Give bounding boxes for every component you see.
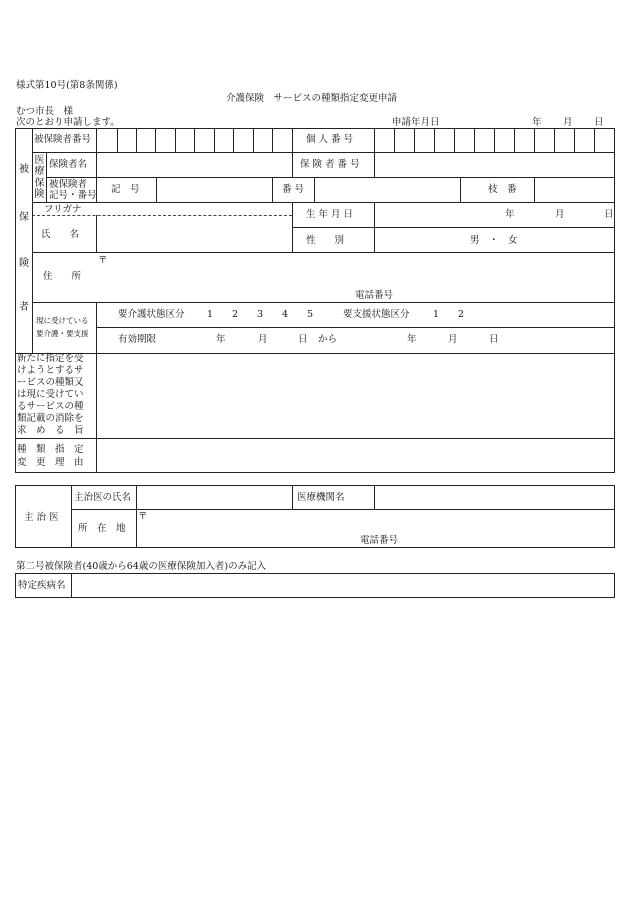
valid-from-day: 日 (298, 334, 308, 345)
doctor-name-label: 主治医の氏名 (74, 492, 132, 503)
request-line-6: 類記載の消除を (17, 413, 84, 424)
valid-to-month: 月 (448, 334, 458, 345)
insured-side-char-2: 保 (19, 212, 29, 223)
request-line-4: は現に受けてい (17, 389, 84, 400)
birth-date-label: 生 年 月 日 (306, 209, 354, 220)
edaban-label: 枝 番 (488, 184, 517, 195)
name-label: 氏 名 (41, 229, 80, 240)
insured-side-char-3: 険 (19, 258, 29, 269)
doctor-phone-label: 電話番号 (360, 535, 399, 546)
valid-from-month: 月 (258, 334, 268, 345)
medical-side-char-2: 療 (34, 166, 45, 177)
addressee: むつ市長 様 (16, 106, 74, 117)
care-label-1: 現に受けている (36, 316, 89, 325)
insured-side-char-4: 者 (19, 302, 29, 313)
location-label: 所 在 地 (78, 523, 126, 534)
reason-line-1: 種 類 指 定 (17, 444, 84, 455)
apply-year-label: 年 (532, 117, 542, 128)
care-level-5[interactable]: 5 (307, 309, 314, 320)
request-line-3: ービスの種類又 (17, 377, 84, 388)
medical-side-char-4: 険 (34, 189, 45, 200)
reason-line-2: 変 更 理 由 (17, 457, 84, 468)
birth-year-label: 年 (505, 209, 515, 220)
medical-side-char-3: 保 (34, 178, 45, 189)
disease-table (15, 573, 615, 598)
main-table (15, 128, 615, 473)
request-line-7: 求 め る 旨 (17, 425, 84, 436)
secondary-note: 第二号被保険者(40歳から64歳の医療保険加入者)のみ記入 (16, 561, 267, 572)
support-level-2[interactable]: 2 (458, 309, 465, 320)
disease-label: 特定疾病名 (18, 580, 66, 591)
request-line-2: けようとするサ (17, 365, 84, 376)
sex-options[interactable]: 男 ・ 女 (470, 235, 518, 246)
personal-number-label: 個 人 番 号 (306, 134, 354, 145)
kigou-label: 記 号 (111, 184, 140, 195)
insurer-name-label: 保険者名 (49, 159, 88, 170)
page-title: 介護保険 サービスの種類指定変更申請 (226, 93, 398, 104)
apply-day-label: 日 (594, 117, 604, 128)
care-label-2: 要介護・要支援 (36, 329, 89, 338)
request-line-5: るサービスの種 (17, 401, 84, 412)
intro-text: 次のとおり申請します。 (16, 117, 120, 128)
valid-to-year: 年 (407, 334, 417, 345)
insured-number-label: 被保険者番号 (34, 134, 92, 145)
medical-side-char-1: 医 (34, 155, 45, 166)
valid-kara: から (318, 334, 338, 345)
apply-month-label: 月 (563, 117, 573, 128)
insured-phone-label: 電話番号 (355, 290, 394, 301)
valid-to-day: 日 (489, 334, 499, 345)
care-level-2[interactable]: 2 (232, 309, 239, 320)
symbol-number-label-2: 記号・番号 (49, 190, 97, 201)
care-level-3[interactable]: 3 (257, 309, 264, 320)
care-level-1[interactable]: 1 (207, 309, 214, 320)
care-level-label: 要介護状態区分 (118, 309, 185, 320)
valid-from-year: 年 (216, 334, 226, 345)
request-line-1: 新たに指定を受 (17, 353, 84, 364)
birth-month-label: 月 (555, 209, 565, 220)
doctor-postal-mark: 〒 (138, 511, 148, 522)
insurer-number-label: 保 険 者 番 号 (300, 159, 360, 170)
insured-side-char-1: 被 (19, 164, 29, 175)
valid-period-label: 有効期限 (118, 334, 157, 345)
bangou-label: 番 号 (282, 184, 305, 195)
care-level-4[interactable]: 4 (282, 309, 289, 320)
symbol-number-label-1: 被保険者 (49, 179, 88, 190)
furigana-label: フリガナ (44, 204, 82, 215)
address-label: 住 所 (43, 271, 82, 282)
institution-label: 医療機関名 (297, 492, 345, 503)
form-number: 様式第10号(第8条関係) (16, 80, 118, 91)
postal-mark: 〒 (98, 255, 108, 266)
birth-day-label: 日 (604, 209, 614, 220)
doctor-side-label: 主 治 医 (24, 512, 59, 523)
support-level-1[interactable]: 1 (433, 309, 440, 320)
sex-label: 性 別 (306, 235, 345, 246)
apply-date-label: 申請年月日 (392, 117, 440, 128)
support-level-label: 要支援状態区分 (343, 309, 410, 320)
